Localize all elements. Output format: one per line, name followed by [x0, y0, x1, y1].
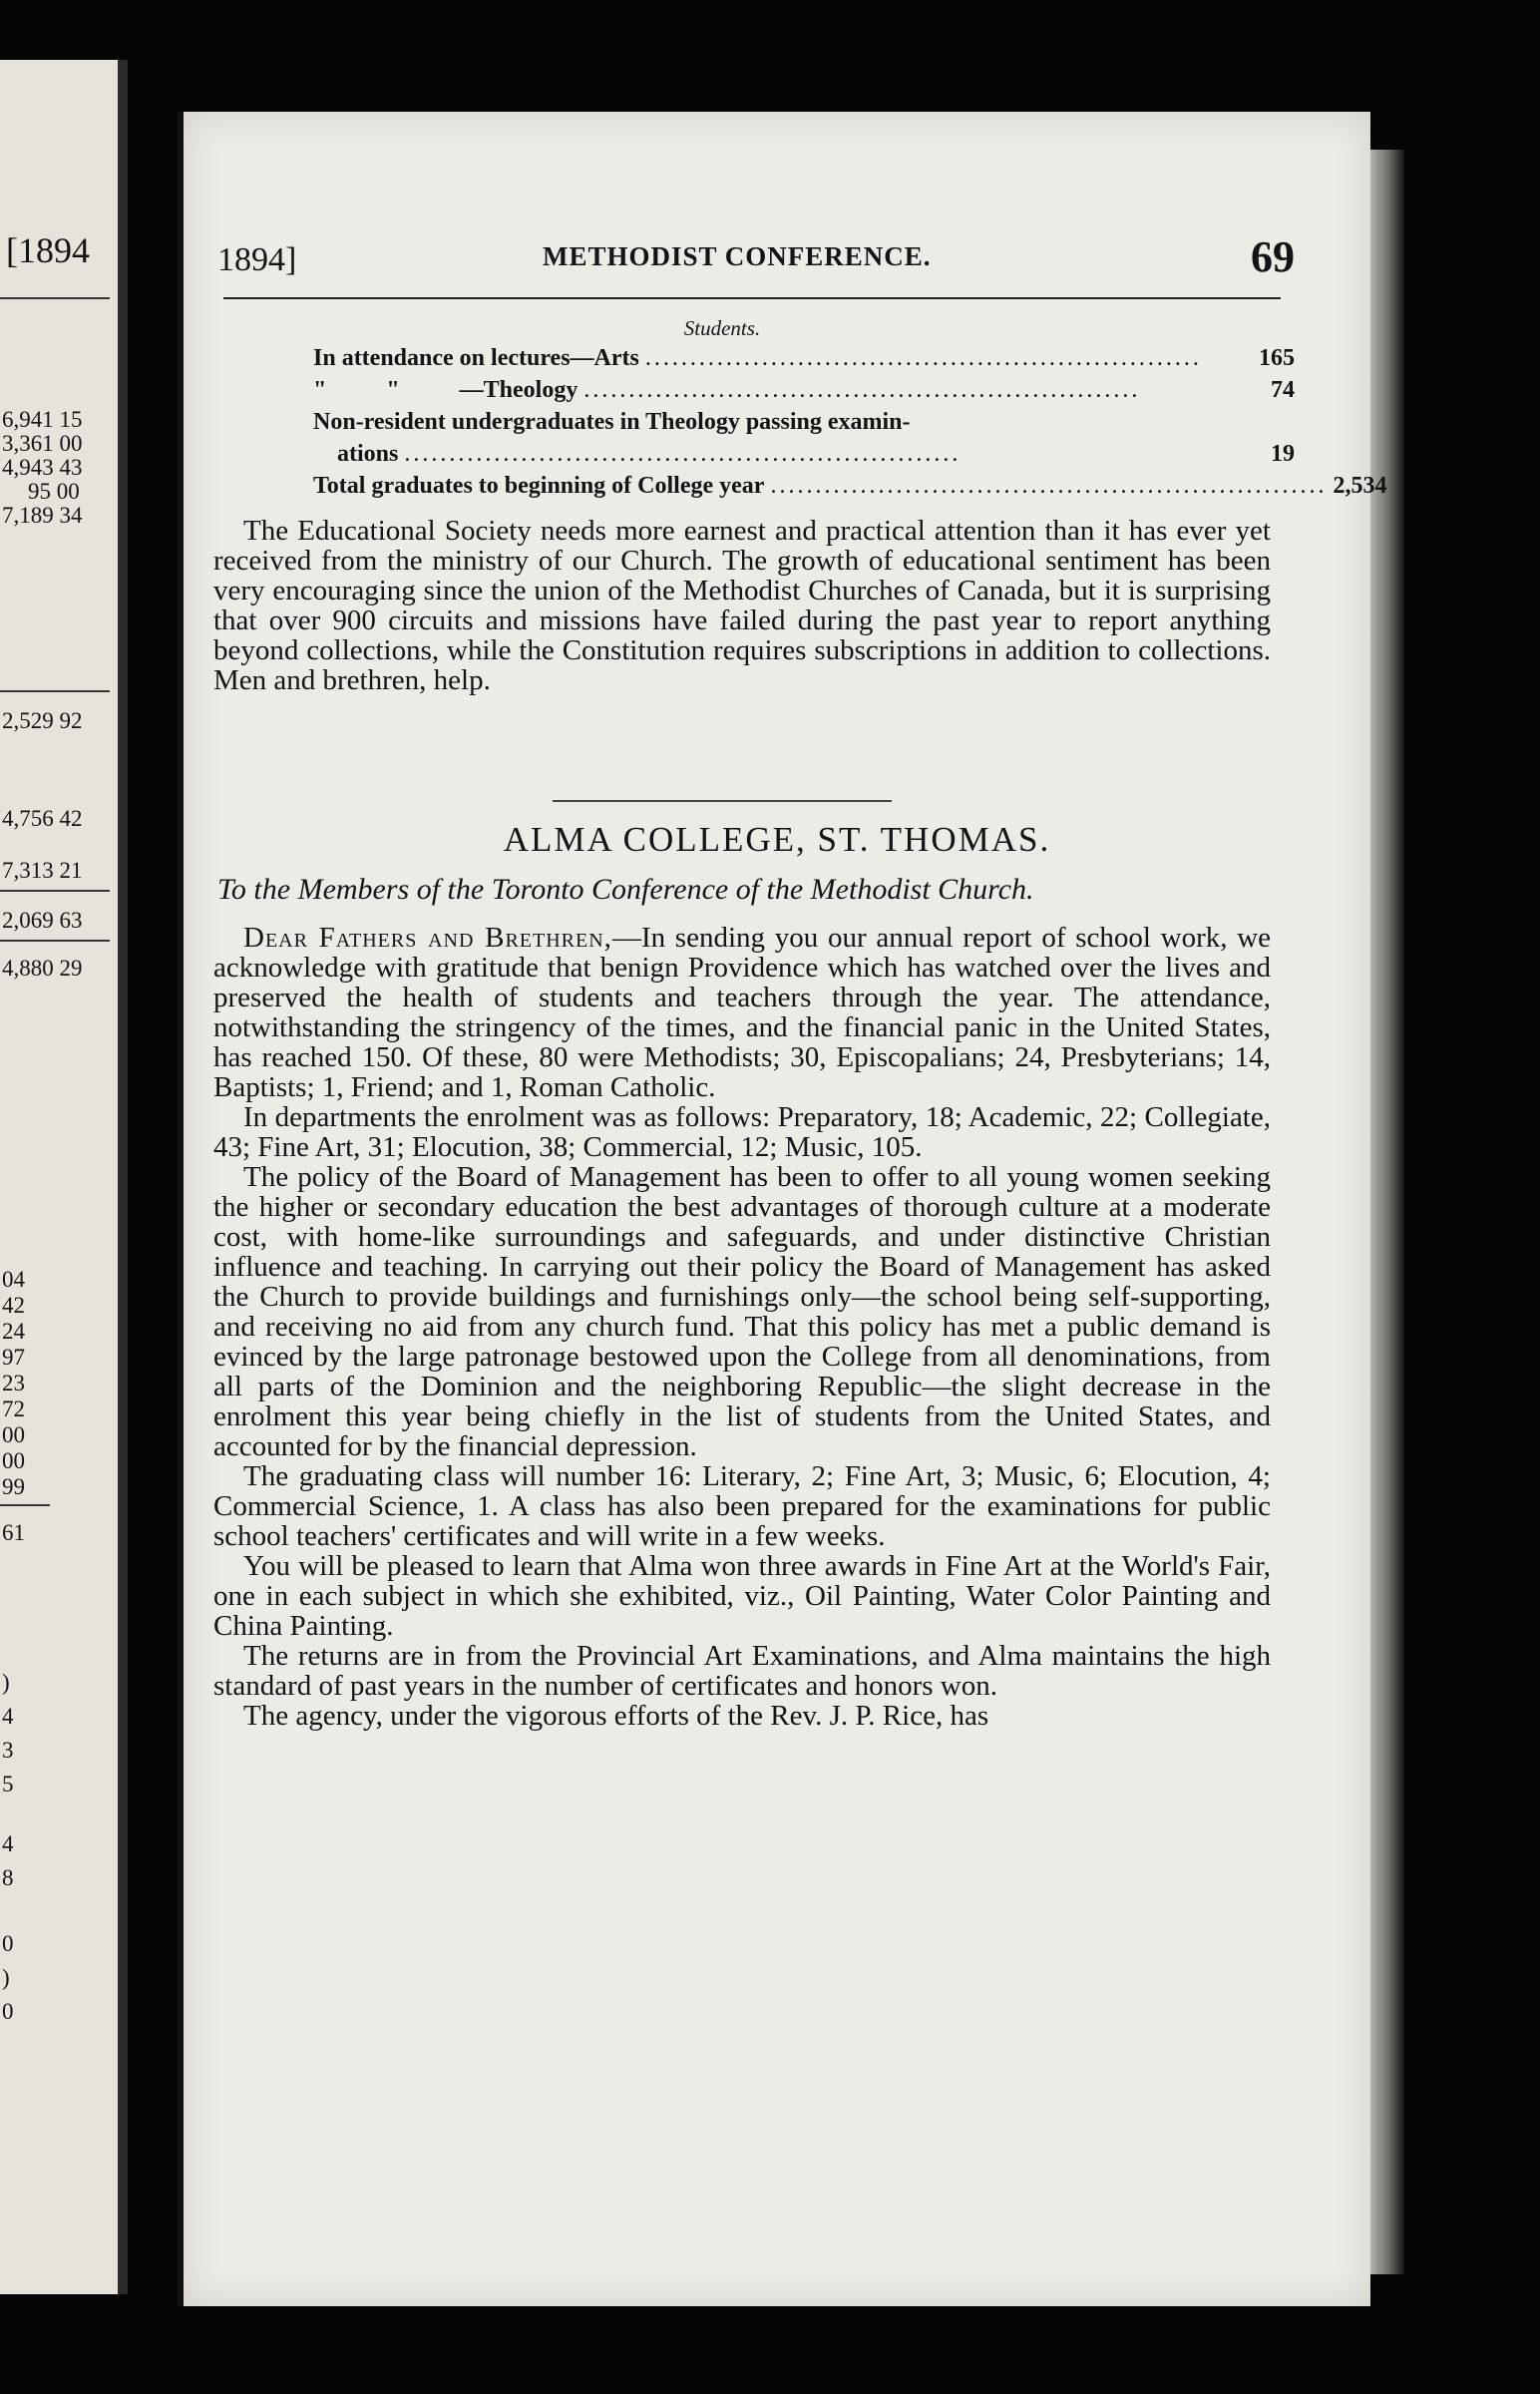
- educational-society-paragraph: [213, 516, 1271, 695]
- previous-page-figure: 99: [2, 1474, 25, 1499]
- previous-page-figure: 4,756 42: [2, 806, 83, 831]
- previous-page-figure: 95 00: [28, 479, 80, 504]
- paragraph: You will be pleased to learn that Alma won three awards in Fine Art at the World's Fair, one in each subject in which she exhibited, viz., Oil Painting, Water Color Painting and China Painting.: [213, 1550, 1271, 1642]
- salutation: Dear Fathers and Brethren,: [243, 922, 612, 954]
- previous-page-figure: 3,361 00: [2, 431, 83, 456]
- previous-page-figure: 4: [2, 1704, 14, 1729]
- paragraph-text: The Educational Society needs more earnest and practical attention than it has ever yet received from the ministry of our Church. The growth of educational sentiment has been very encouraging since the union of the Methodist Churches of Canada, but it is surprising that over 900 circuits and missions have failed during the past year to report anything beyond collections, while the Constitution requires subscriptions in addition to collections. Men and brethren, help.: [213, 515, 1271, 696]
- students-row-label: Non-resident undergraduates in Theology passing examin-: [313, 409, 911, 435]
- previous-page-figure: 42: [2, 1293, 25, 1318]
- previous-page-figure: 00: [2, 1448, 25, 1473]
- students-row: [313, 377, 1311, 409]
- previous-page-figure: 5: [2, 1772, 14, 1796]
- previous-page-rule: [0, 690, 110, 692]
- document-page: [178, 112, 1387, 2306]
- students-row-value: 165: [1259, 345, 1295, 371]
- previous-page-figure: 6,941 15: [2, 407, 83, 432]
- previous-page-figure: 23: [2, 1371, 25, 1396]
- paragraph: The agency, under the vigorous efforts of the Rev. J. P. Rice, has: [243, 1700, 989, 1732]
- paragraph: The returns are in from the Provincial Art Examinations, and Alma maintains the high standard of past years in the number of certificates and honors won.: [213, 1640, 1271, 1702]
- previous-page-figure: 4: [2, 1831, 14, 1856]
- students-row-value: 19: [1271, 441, 1295, 467]
- previous-page-figure: 8: [2, 1865, 14, 1890]
- previous-page-figure: 04: [2, 1267, 25, 1292]
- students-row-label: In attendance on lectures—Arts: [313, 345, 639, 371]
- students-table: [313, 316, 1387, 505]
- previous-page-figure: 2,069 63: [2, 908, 83, 933]
- letter-address: To the Members of the Toronto Conference of the Methodist Church.: [217, 873, 1034, 906]
- previous-page-figure: 61: [2, 1520, 25, 1545]
- section-title: ALMA COLLEGE, ST. THOMAS.: [503, 820, 1051, 859]
- students-heading: Students.: [683, 316, 761, 340]
- running-head-year: 1894]: [217, 241, 297, 278]
- students-row-value: 2,534: [1333, 473, 1387, 499]
- previous-page-rule: [0, 297, 110, 299]
- previous-page-figure: 4,943 43: [2, 455, 83, 480]
- previous-page-figure: 2,529 92: [2, 708, 83, 733]
- students-row: [313, 473, 1387, 505]
- previous-page-strip: [0, 60, 128, 2294]
- page-binding-edge: [1364, 150, 1404, 2274]
- dot-leader: ..............................................................: [644, 345, 1202, 371]
- dot-leader: ..............................................................: [583, 377, 1141, 403]
- previous-page-figure: 72: [2, 1396, 25, 1421]
- paragraph: [213, 923, 1271, 1102]
- previous-page-year: [1894: [6, 230, 90, 270]
- dot-leader: ..............................................................: [770, 473, 1328, 499]
- college-report-body: [213, 923, 1271, 1731]
- previous-page-figure: ): [2, 1965, 10, 1990]
- previous-page-figure: 3: [2, 1738, 14, 1763]
- paragraph: In departments the enrolment was as follows: Preparatory, 18; Academic, 22; Collegiate, 43; Fine Art, 31; Elocution, 38; Commercial, 12; Music, 105.: [213, 1101, 1271, 1163]
- previous-page-figure: 7,313 21: [2, 858, 83, 883]
- previous-page-rule: [0, 940, 110, 942]
- previous-page-figure: 0: [2, 1931, 14, 1956]
- previous-page-figure: 24: [2, 1319, 25, 1344]
- students-row: [313, 345, 1311, 377]
- header-rule: [223, 297, 1281, 299]
- page-number: 69: [1251, 232, 1295, 281]
- running-head-title: METHODIST CONFERENCE.: [543, 241, 932, 271]
- previous-page-rule: [0, 1504, 50, 1506]
- previous-page-figure: ): [2, 1670, 10, 1695]
- previous-page-figure: 7,189 34: [2, 503, 83, 528]
- previous-page-figure: 4,880 29: [2, 956, 83, 981]
- dot-leader: ..............................................................: [404, 441, 962, 467]
- students-row: [313, 441, 1311, 473]
- students-row-value: 74: [1271, 377, 1295, 403]
- students-row-label: Total graduates to beginning of College year: [313, 473, 765, 499]
- students-row-label: ations: [337, 441, 399, 467]
- paragraph: The policy of the Board of Management has been to offer to all young women seeking the higher or secondary education the best advantages of thorough culture at a moderate cost, with home-like surroundings and safeguards, and under distinctive Christian influence and teaching. In carrying out their policy the Board of Management has asked the Church to provide buildings and furnishings only—the school being self-supporting, and receiving no aid from any church fund. That this policy has met a public demand is evinced by the large patronage bestowed upon the College from all denominations, from all parts of the Dominion and the neighboring Republic—the slight decrease in the enrolment this year being chiefly in the list of students from the United States, and accounted for by the financial depression.: [213, 1161, 1271, 1462]
- students-row: [313, 409, 1311, 441]
- paragraph: The graduating class will number 16: Literary, 2; Fine Art, 3; Music, 6; Elocution, 4; Commercial Science, 1. A class has also been prepared for the examinations for public school teachers' certificates and will write in a few weeks.: [213, 1460, 1271, 1552]
- previous-page-figure: 97: [2, 1345, 25, 1370]
- previous-page-figure: 0: [2, 1999, 14, 2024]
- section-separator: [553, 800, 892, 802]
- previous-page-rule: [0, 890, 110, 892]
- previous-page-figure: 00: [2, 1422, 25, 1447]
- paragraph-text: —In sending you our annual report of school work, we acknowledge with gratitude that benign Providence which has watched over the lives and preserved the health of students and teachers through the year. The attendance, notwithstanding the stringency of the times, and the financial panic in the United States, has reached 150. Of these, 80 were Methodists; 30, Episcopalians; 24, Presbyterians; 14, Baptists; 1, Friend; and 1, Roman Catholic.: [213, 922, 1272, 1103]
- students-row-label: " " —Theology: [313, 377, 578, 403]
